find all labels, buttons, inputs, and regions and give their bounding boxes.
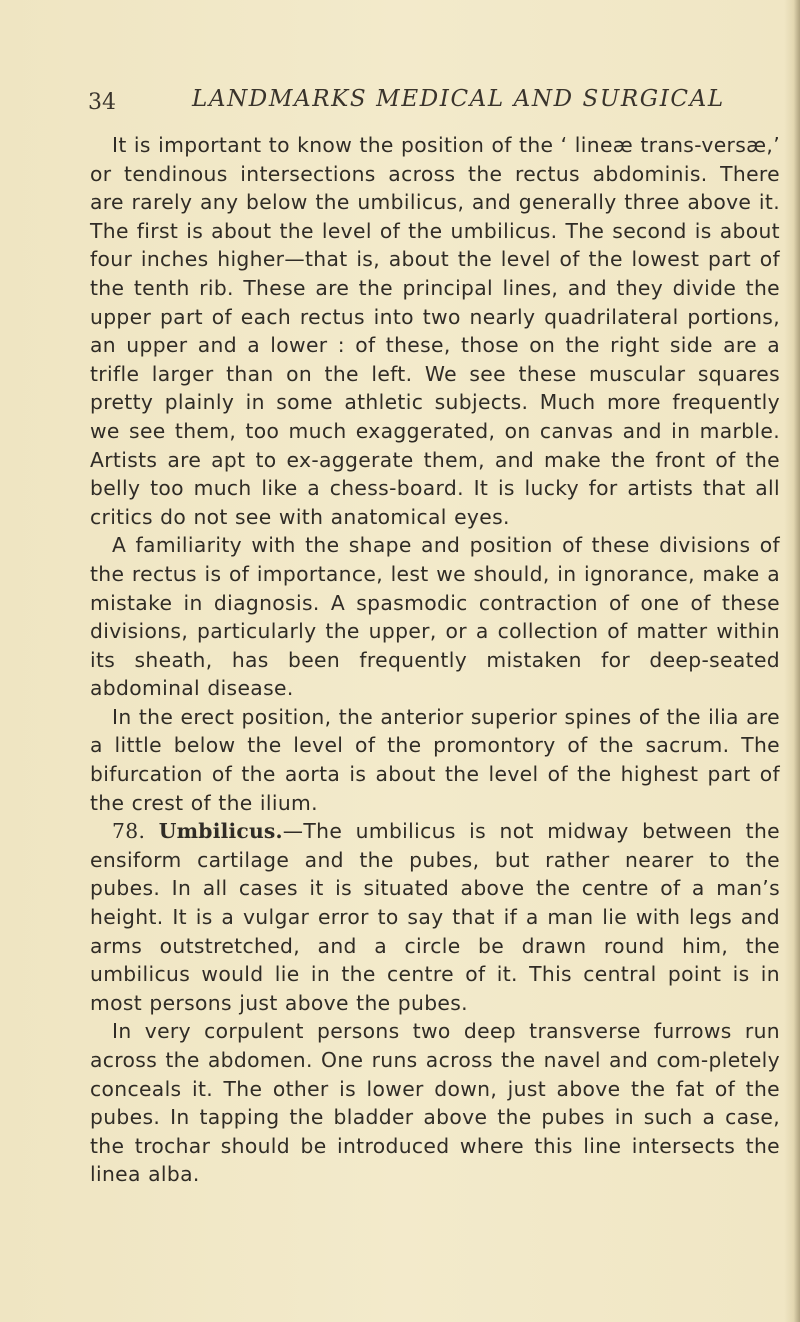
paragraph-corpulent-persons: In very corpulent persons two deep transverse furrows run across the abdomen. One runs across the navel and com-pletely conceals it. The other is lower down, just above the fat of the pubes. In tapping the bladder above the pubes in such a case, the trochar should be introduced where this line intersects the linea alba.	[90, 1019, 780, 1187]
section-umbilicus	[90, 817, 780, 1017]
page-number: 34	[88, 90, 116, 115]
page-edge-shadow	[784, 0, 800, 1322]
body-text	[90, 131, 780, 1189]
section-heading: Umbilicus.	[158, 819, 283, 844]
section-number: 78.	[112, 819, 146, 844]
paragraph-erect-position: In the erect position, the anterior superior spines of the ilia are a little below the level of the promontory of the sacrum. The bifurcation of the aorta is about the level of the highest part of the crest of the ilium.	[90, 704, 780, 815]
paragraph-rectus-divisions: A familiarity with the shape and position of these divisions of the rectus is of importance, lest we should, in ignorance, make a mistake in diagnosis. A spasmodic contraction of one of these divisions, particularly the upper, or a collection of matter within its sheath, has been frequently mistaken for deep-seated abdominal disease.	[90, 533, 780, 701]
section-text: —The umbilicus is not midway between the ensiform cartilage and the pubes, but rather nearer to the pubes. In all cases it is situated above the centre of a man’s height. It is a vulgar error to say that if a man lie with legs and arms outstretched, and a circle be drawn round him, the umbilicus would lie in the centre of it. This central point is in most persons just above the pubes.	[90, 819, 781, 1015]
page-header	[88, 86, 768, 122]
paragraph-lineae-transversae: It is important to know the position of the ‘ lineæ trans-versæ,’ or tendinous intersections across the rectus abdominis. There are rarely any below the umbilicus, and generally three above it. The first is about the level of the umbilicus. The second is about four inches higher—that is, about the level of the lowest part of the tenth rib. These are the principal lines, and they divide the upper part of each rectus into two nearly quadrilateral portions, an upper and a lower : of these, those on the right side are a trifle larger than on the left. We see these muscular squares pretty plainly in some athletic subjects. Much more frequently we see them, too much exaggerated, on canvas and in marble. Artists are apt to ex-aggerate them, and make the front of the belly too much like a chess-board. It is lucky for artists that all critics do not see with anatomical eyes.	[90, 133, 780, 529]
running-head: LANDMARKS MEDICAL AND SURGICAL	[192, 86, 725, 112]
